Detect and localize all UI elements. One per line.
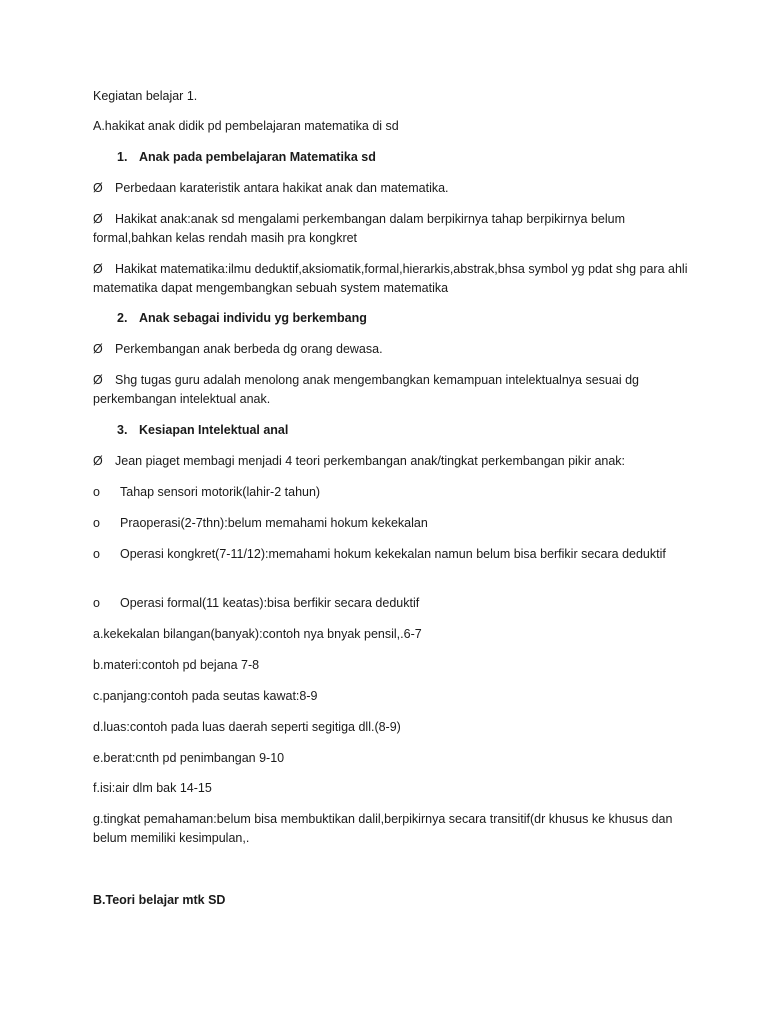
bullet-icon: Ø [93,212,103,226]
bullet-icon: Ø [93,373,103,387]
bullet-icon: Ø [93,181,103,195]
stage-text: Operasi formal(11 keatas):bisa berfikir secara deduktif [120,596,420,610]
subsection-1-title: Anak pada pembelajaran Matematika sd [139,150,376,164]
letter-item: b.materi:contoh pd bejana 7-8 [93,658,260,672]
section-b-title: B.Teori belajar mtk SD [93,893,226,907]
list-item [93,371,693,409]
list-item-text: Hakikat matematika:ilmu deduktif,aksiomatik,formal,hierarkis,abstrak,bhsa symbol yg pdat shg para ahli matematika dapat mengembangkan sebuah system matematika [93,262,688,295]
circle-bullet-icon: o [93,596,100,610]
subsection-3-title: Kesiapan Intelektual anal [139,423,289,437]
list-item-text: Shg tugas guru adalah menolong anak mengembangkan kemampuan intelektualnya sesuai dg perkembangan intelektual anak. [93,373,639,406]
subsection-2-number: 2. [117,311,128,325]
stage-text: Operasi kongkret(7-11/12):memahami hokum kekekalan namun belum bisa berfikir secara deduktif [120,547,666,561]
subsection-3-number: 3. [117,423,128,437]
subsection-1 [117,148,717,167]
letter-item: d.luas:contoh pada luas daerah seperti segitiga dll.(8-9) [93,720,401,734]
stage-text: Praoperasi(2-7thn):belum memahami hokum kekekalan [120,516,428,530]
letter-item: e.berat:cnth pd penimbangan 9-10 [93,751,285,765]
subsection-2-title: Anak sebagai individu yg berkembang [139,311,367,325]
letter-item: a.kekekalan bilangan(banyak):contoh nya bnyak pensil,.6-7 [93,627,422,641]
subsection-3 [117,421,717,440]
section-a-title: A.hakikat anak didik pd pembelajaran matematika di sd [93,119,399,133]
list-item [93,210,693,248]
subsection-1-number: 1. [117,150,128,164]
letter-item: f.isi:air dlm bak 14-15 [93,781,212,795]
letter-item: c.panjang:contoh pada seutas kawat:8-9 [93,689,318,703]
letter-item: g.tingkat pemahaman:belum bisa membuktikan dalil,berpikirnya secara transitif(dr khusus ke khusus dan belum memiliki kesimpulan,. [93,812,673,845]
list-item [93,340,693,359]
list-item-text: Hakikat anak:anak sd mengalami perkembangan dalam berpikirnya tahap berpikirnya belum formal,bahkan kelas rendah masih pra kongkret [93,212,626,245]
list-item [93,179,693,198]
circle-bullet-icon: o [93,547,100,561]
list-item [93,452,693,471]
subsection-2 [117,309,717,328]
list-item-text: Perbedaan karateristik antara hakikat anak dan matematika. [115,181,449,195]
list-item [93,260,693,298]
bullet-icon: Ø [93,342,103,356]
stage-item [93,514,693,533]
list-item-text: Perkembangan anak berbeda dg orang dewasa. [115,342,383,356]
circle-bullet-icon: o [93,485,100,499]
list-item-text: Jean piaget membagi menjadi 4 teori perkembangan anak/tingkat perkembangan pikir anak: [115,454,626,468]
stage-item [93,545,693,564]
stage-item [93,594,693,613]
stage-item [93,483,693,502]
bullet-icon: Ø [93,454,103,468]
stage-text: Tahap sensori motorik(lahir-2 tahun) [120,485,321,499]
bullet-icon: Ø [93,262,103,276]
circle-bullet-icon: o [93,516,100,530]
doc-heading: Kegiatan belajar 1. [93,89,198,103]
